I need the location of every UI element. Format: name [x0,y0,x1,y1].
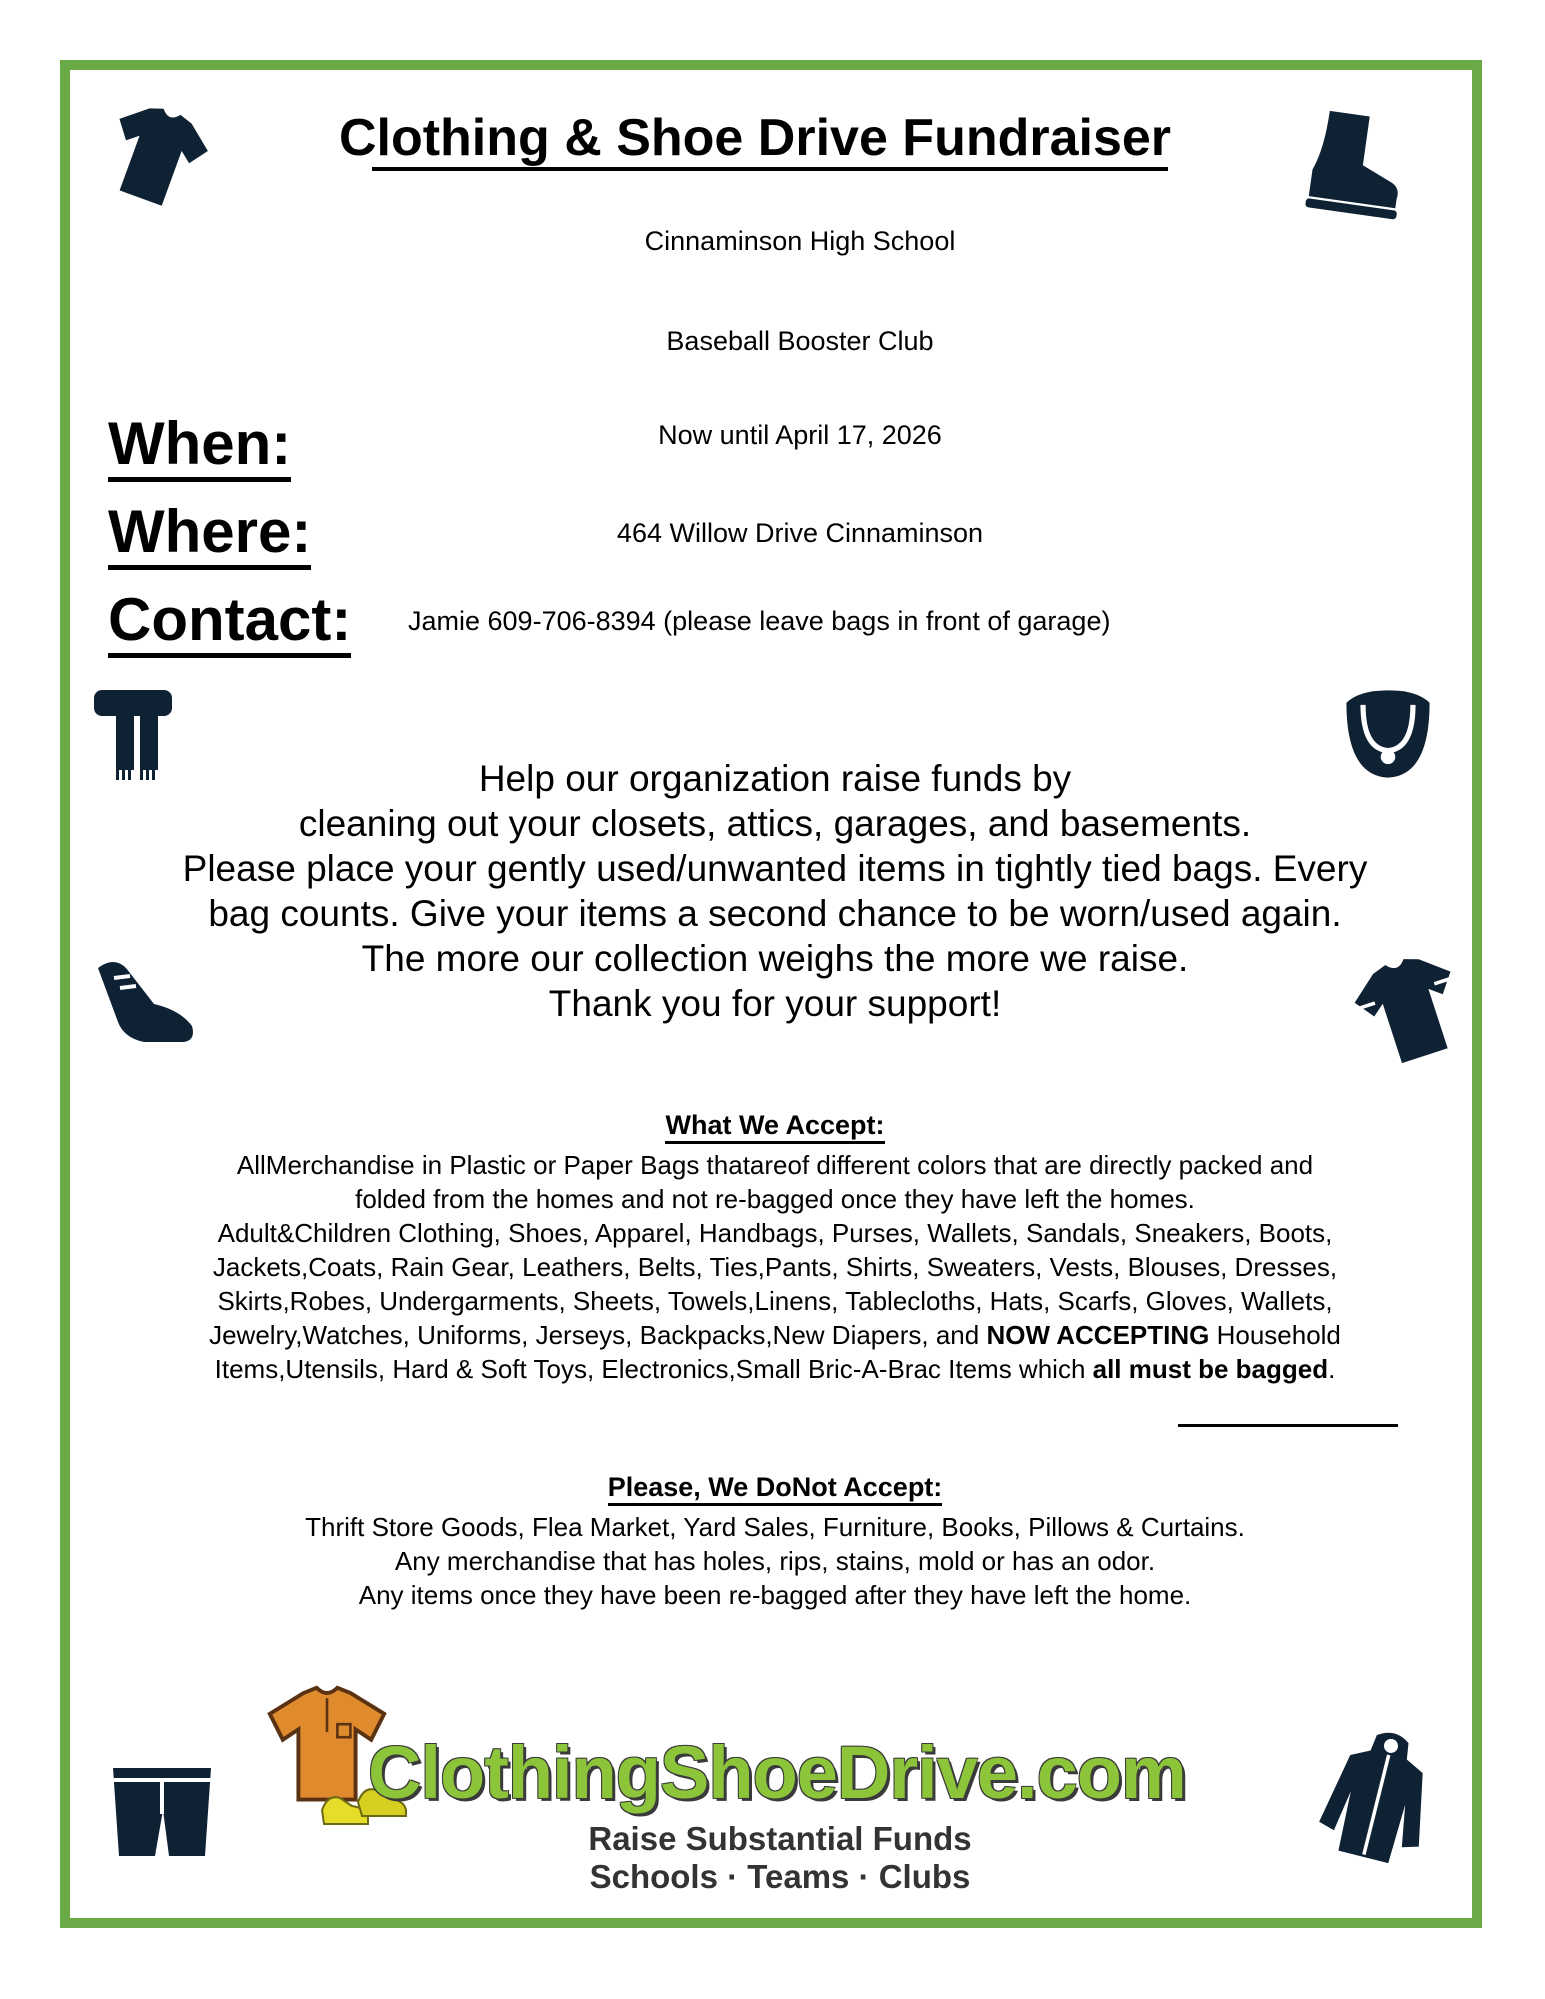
not-accept-list [110,1510,1440,1612]
not-accept-heading-text: Please, We DoNot Accept: [608,1472,943,1506]
message-line: Help our organization raise funds by [478,758,1072,799]
title-underline [372,167,1168,171]
accept-line-text: . [1328,1354,1336,1384]
accept-line-text: Jewelry,Watches, Uniforms, Jerseys, Backpacks,New Diapers, and [209,1320,987,1350]
appeal-message [120,756,1430,1026]
logo-brand-text: ClothingShoeDrive.com [368,1731,1186,1814]
accept-line: Adult&Children Clothing, Shoes, Apparel, Handbags, Purses, Wallets, Sandals, Sneakers, Boots, [217,1218,1333,1248]
message-line: cleaning out your closets, attics, garages, and basements. [298,803,1252,844]
shorts-icon [106,1758,218,1864]
page-title: Clothing & Shoe Drive Fundraiser [338,109,1172,167]
message-line: Please place your gently used/unwanted items in tightly tied bags. Every [182,848,1368,889]
divider-line [1178,1424,1398,1427]
accept-line [110,1352,1440,1386]
not-accept-line: Any merchandise that has holes, rips, stains, mold or has an odor. [394,1546,1156,1576]
logo-tagline: Raise Substantial Funds [588,1820,972,1857]
accept-line-text: Household [1209,1320,1341,1350]
when-label: When: [108,412,291,482]
where-label: Where: [108,500,311,570]
club-name: Baseball Booster Club [666,326,934,356]
not-accept-heading [200,1472,1350,1503]
not-accept-line: Any items once they have been re-bagged after they have left the home. [358,1580,1192,1610]
accept-line: folded from the homes and not re-bagged once they have left the homes. [355,1184,1195,1214]
accept-heading-text: What We Accept: [665,1110,884,1144]
where-value: 464 Willow Drive Cinnaminson [616,518,984,548]
must-be-bagged-emphasis: all must be bagged [1092,1354,1329,1384]
message-line: Thank you for your support! [548,983,1002,1024]
logo-tagline-audience: Schools · Teams · Clubs [589,1858,971,1895]
when-value: Now until April 17, 2026 [658,420,942,450]
message-line: bag counts. Give your items a second chance to be worn/used again. [208,893,1342,934]
not-accept-line: Thrift Store Goods, Flea Market, Yard Sales, Furniture, Books, Pillows & Curtains. [305,1512,1245,1542]
contact-value: Jamie 609-706-8394 (please leave bags in front of garage) [408,606,1111,636]
message-line: The more our collection weighs the more we raise. [361,938,1189,979]
accept-line: Jackets,Coats, Rain Gear, Leathers, Belts, Ties,Pants, Shirts, Sweaters, Vests, Blouses, Dresses, [212,1252,1338,1282]
t-shirt-icon [100,100,212,212]
jacket-icon [1318,1728,1438,1868]
boot-icon [1298,108,1410,220]
accept-line: Skirts,Robes, Undergarments, Sheets, Towels,Linens, Tablecloths, Hats, Scarfs, Gloves, Wallets, [217,1286,1333,1316]
accept-line: AllMerchandise in Plastic or Paper Bags thatareof different colors that are directly packed and [236,1150,1314,1180]
accept-list [110,1148,1440,1386]
school-name: Cinnaminson High School [644,226,956,256]
accept-heading [200,1110,1350,1141]
now-accepting-emphasis: NOW ACCEPTING [986,1320,1210,1350]
contact-label: Contact: [108,588,351,658]
accept-line [110,1318,1440,1352]
accept-line-text: Items,Utensils, Hard & Soft Toys, Electronics,Small Bric-A-Brac Items which [214,1354,1093,1384]
